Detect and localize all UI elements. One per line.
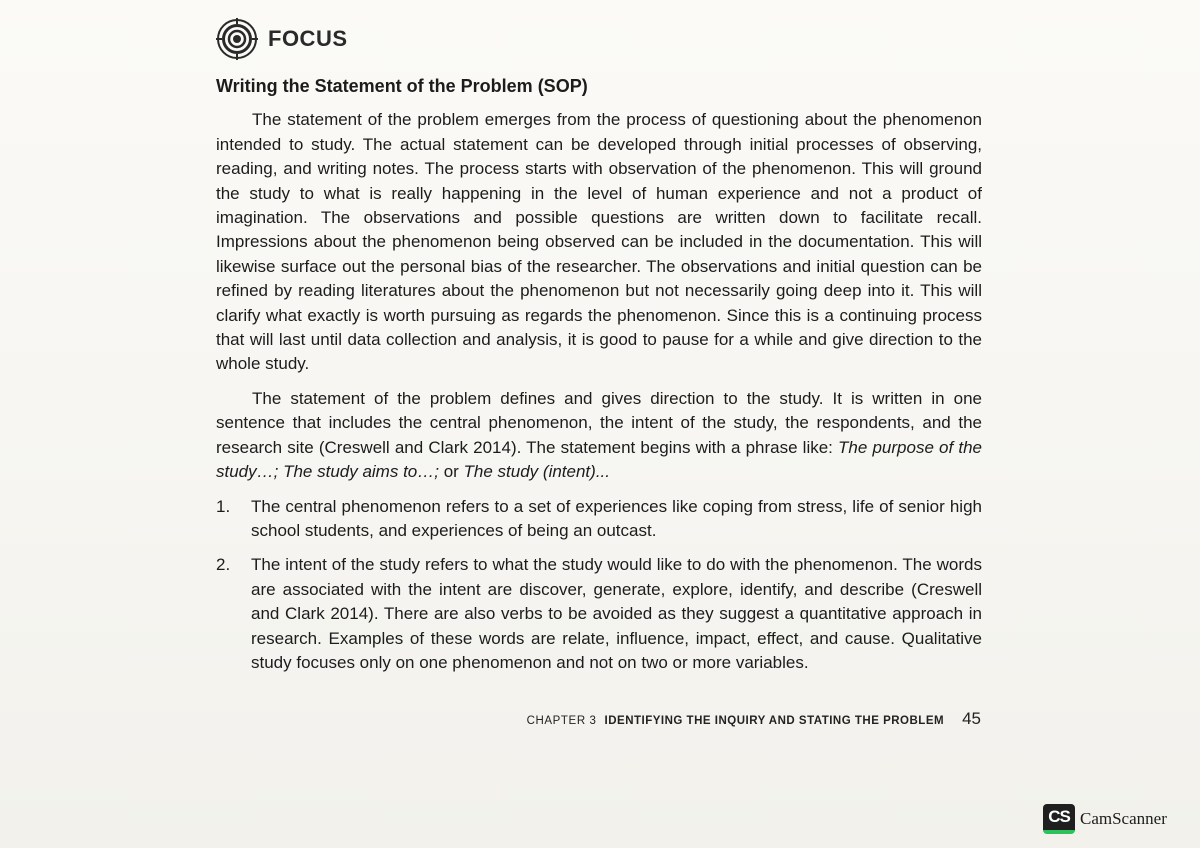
chapter-label: CHAPTER 3: [526, 715, 597, 727]
page-number: 45: [962, 709, 981, 728]
list-item: [216, 495, 982, 544]
page-footer: [513, 709, 981, 729]
paragraph-2: [216, 387, 982, 485]
list-item-text: The central phenomenon refers to a set of experiences like coping from stress, life of senior high school students, and experiences of being an outcast.: [251, 496, 982, 540]
focus-label: FOCUS: [268, 26, 348, 51]
camscanner-logo-icon: CS: [1043, 804, 1075, 834]
paragraph-2-italic-2: The study (intent)...: [463, 462, 610, 482]
paragraph-2-connector: or: [438, 462, 464, 482]
target-icon: [216, 18, 258, 60]
paragraph-1: The statement of the problem emerges from the process of questioning about the phenomenon intended to study. The actual statement can be developed through initial processes of observing, reading, and writing notes. The process starts with observation of the phenomenon. This will ground the study to what is really happening in the level of human experience and not a product of imagination. The observations and possible questions are written down to facilitate recall. Impressions about the phenomenon being observed can be included in the documentation. This will likewise surface out the personal bias of the researcher. The observations and initial question can be refined by reading literatures about the phenomenon but not necessarily going deep into it. This will clarify what exactly is worth pursuing as regards the phenomenon. Since this is a continuing process that will last until data collection and analysis, it is good to pause for a while and give direction to the whole study.: [216, 110, 982, 374]
paragraph-2-italic-1: The purpose of the study…; The study aims to…;: [216, 437, 982, 482]
chapter-title: IDENTIFYING THE INQUIRY AND STATING THE PROBLEM: [604, 715, 945, 727]
camscanner-name: CamScanner: [1080, 809, 1167, 828]
section-title: Writing the Statement of the Problem (SOP): [216, 76, 588, 96]
camscanner-watermark: [1043, 803, 1167, 835]
paragraph-2-text: The statement of the problem defines and gives direction to the study. It is written in one sentence that includes the central phenomenon, the intent of the study, the respondents, and the research site (Creswell and Clark 2014). The statement begins with a phrase like:: [216, 388, 982, 457]
main-content: [216, 74, 982, 685]
list-item-number: 2.: [216, 555, 231, 575]
list-item: [216, 553, 982, 675]
numbered-list: [216, 495, 982, 676]
list-item-number: 1.: [216, 496, 231, 516]
list-item-text: The intent of the study refers to what the study would like to do with the phenomenon. The words are associated with the intent are discover, generate, explore, identify, and describe (Creswell and Clark 2014). There are also verbs to be avoided as they suggest a quantitative approach in research. Examples of these words are relate, influence, impact, effect, and cause. Qualitative study focuses only on one phenomenon and not on two or more variables.: [251, 555, 982, 672]
focus-header: [216, 18, 348, 60]
